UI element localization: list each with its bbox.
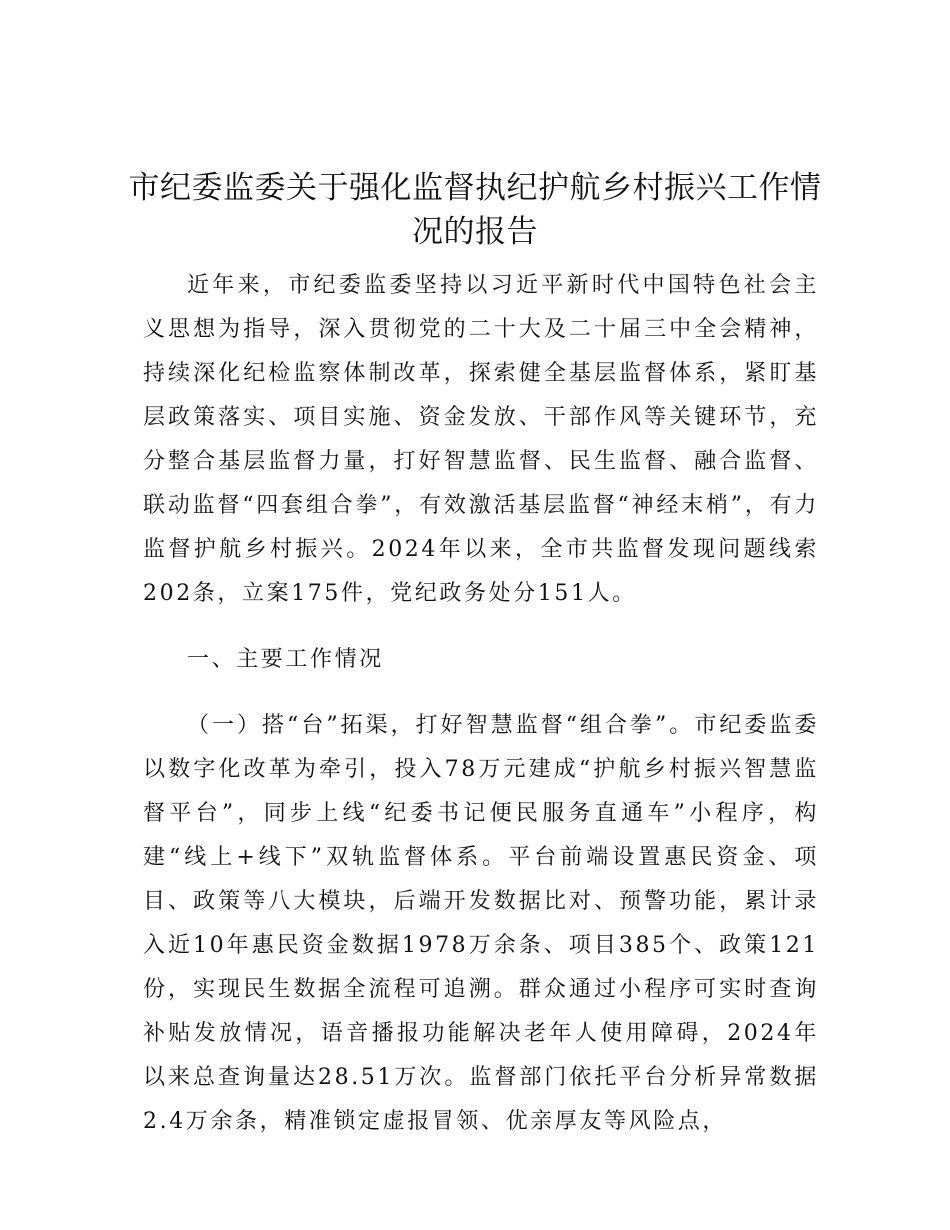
intro-paragraph: 近年来，市纪委监委坚持以习近平新时代中国特色社会主义思想为指导，深入贯彻党的二十大及二十届三中全会精神，持续深化纪检监察体制改革，探索健全基层监督体系，紧盯基层政策落实、项目实施、资金发放、干部作风等关键环节，充分整合基层监督力量，打好智慧监督、民生监督、融合监督、联动监督“四套组合拳”，有效激活基层监督“神经末梢”，有力监督护航乡村振兴。2024年以来，全市共监督发现问题线索202条，立案175件，党纪政务处分151人。 [143,273,819,606]
document-body [143,264,819,1144]
subsection-paragraph: （一）搭“台”拓渠，打好智慧监督“组合拳”。市纪委监委以数字化改革为牵引，投入78万元建成“护航乡村振兴智慧监督平台”，同步上线“纪委书记便民服务直通车”小程序，构建“线上+线下”双轨监督体系。平台前端设置惠民资金、项目、政策等八大模块，后端开发数据比对、预警功能，累计录入近10年惠民资金数据1978万余条、项目385个、政策121份，实现民生数据全流程可追溯。群众通过小程序可实时查询补贴发放情况，语音播报功能解决老年人使用障碍，2024年以来总查询量达28.51万次。监督部门依托平台分析异常数据2.4万余条，精准锁定虚报冒领、优亲厚友等风险点， [143,713,819,1134]
document-title: 市纪委监委关于强化监督执纪护航乡村振兴工作情况的报告 [128,170,822,250]
section-heading: 一、主要工作情况 [187,647,384,672]
